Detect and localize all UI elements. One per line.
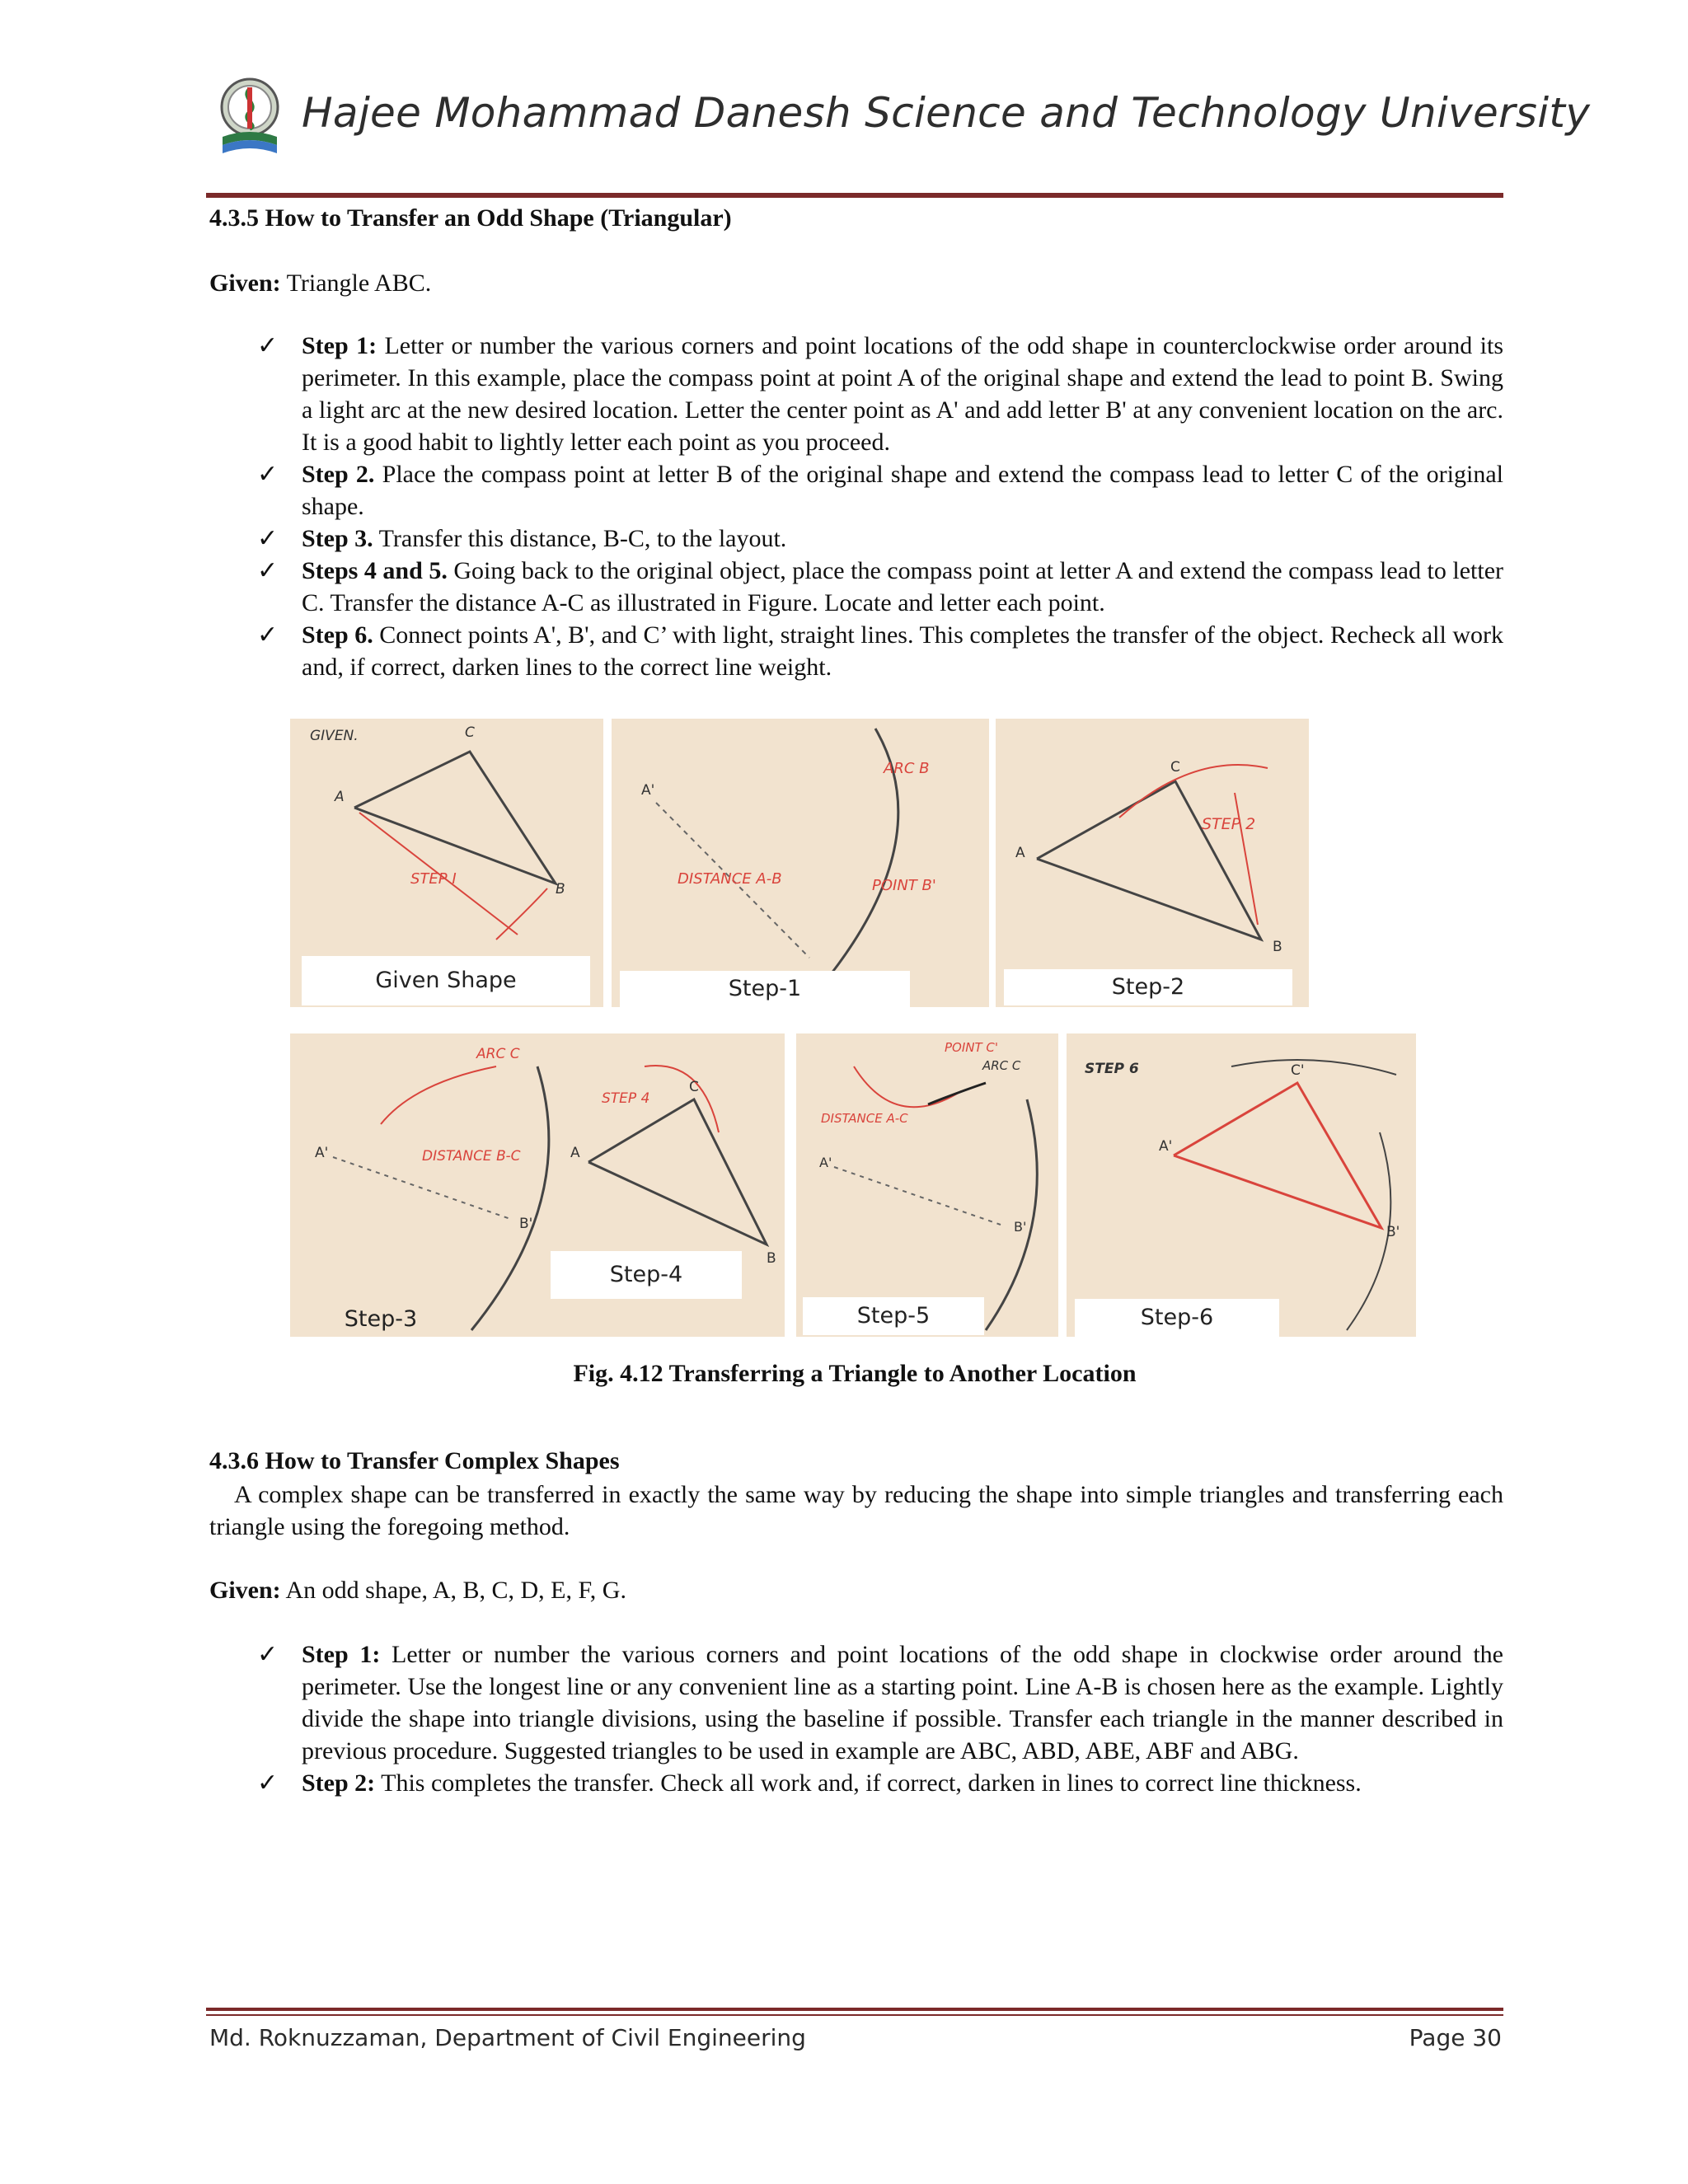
steps-list-4-3-6 — [257, 1638, 1503, 1799]
panel-label: C — [689, 1079, 699, 1095]
panel-label: B — [556, 881, 565, 898]
panel-label: POINT B' — [872, 877, 936, 894]
panel-label: ARC C — [982, 1058, 1021, 1073]
checkmark-icon: ✓ — [257, 556, 279, 585]
university-title: Hajee Mohammad Danesh Science and Technology University — [302, 89, 1591, 137]
panel-label: A' — [315, 1145, 329, 1161]
panel-label: DISTANCE B-C — [422, 1148, 521, 1165]
list-item: ✓ Steps 4 and 5. Going back to the original object, place the compass point at letter A and extend the compass lead to letter C. Transfer the distance A-C as illustrated in Figure. Locate and letter each point. — [257, 556, 1503, 616]
panel-label: A — [335, 789, 345, 805]
panel-label: B' — [1386, 1224, 1400, 1240]
figure-panel-step2 — [996, 719, 1309, 1007]
panel-label: C' — [1291, 1062, 1305, 1079]
checkmark-icon: ✓ — [257, 331, 279, 360]
panel-label: STEP 4 — [602, 1090, 650, 1107]
panel-label: STEP 2 — [1202, 815, 1256, 833]
footer-author: Md. Roknuzzaman, Department of Civil Engineering — [209, 2024, 806, 2051]
panel-label: A — [570, 1145, 580, 1161]
footer-rule-top — [206, 2008, 1503, 2011]
figure-panel-step6 — [1067, 1033, 1416, 1337]
checkmark-icon: ✓ — [257, 524, 279, 553]
checkmark-icon: ✓ — [257, 1640, 279, 1669]
step2-drawing — [996, 719, 1309, 1007]
panel-label: DISTANCE A-B — [678, 870, 782, 888]
panel-label: B — [1273, 939, 1282, 955]
checkmark-icon: ✓ — [257, 621, 279, 649]
panel-label: ARC B — [884, 760, 930, 777]
panel-label: POINT C' — [945, 1040, 999, 1055]
panel-caption: Step-4 — [551, 1251, 742, 1299]
panel-caption: Step-1 — [620, 971, 910, 1007]
steps-list-4-3-5 — [257, 330, 1503, 683]
university-logo — [216, 76, 284, 158]
panel-caption: Step-2 — [1004, 969, 1292, 1005]
panel-label: A' — [1159, 1138, 1173, 1155]
section-intro: A complex shape can be transferred in exactly the same way by reducing the shape into simple triangles and transferring each triangle using the foregoing method. — [209, 1481, 1503, 1540]
page-number: Page 30 — [1409, 2024, 1502, 2051]
panel-label: DISTANCE A-C — [821, 1111, 908, 1126]
panel-label: B' — [519, 1216, 533, 1232]
figure-panel-given — [290, 719, 603, 1007]
list-item: ✓ Step 3. Transfer this distance, B-C, to the layout. — [257, 524, 787, 553]
panel-label: B — [767, 1250, 776, 1267]
checkmark-icon: ✓ — [257, 1769, 279, 1797]
given-label: Given: — [209, 1577, 281, 1604]
checkmark-icon: ✓ — [257, 460, 279, 489]
panel-label: B' — [1014, 1219, 1027, 1235]
panel-label: ARC C — [476, 1046, 520, 1062]
figure-panel-step3-4 — [290, 1033, 785, 1337]
given-text: An odd shape, A, B, C, D, E, F, G. — [280, 1577, 626, 1604]
figure-caption: Fig. 4.12 Transferring a Triangle to Another Location — [573, 1360, 1137, 1387]
list-item: ✓ Step 2. Place the compass point at letter B of the original shape and extend the compass lead to letter C of the original shape. — [257, 460, 1503, 520]
panel-label: GIVEN. — [310, 728, 359, 744]
list-item: ✓ Step 1: Letter or number the various corners and point locations of the odd shape in counterclockwise order around its perimeter. In this example, place the compass point at point A of the original shape and extend the lead to point B. Swing a light arc at the new desired location. Letter the center point as A' and add letter B' at any convenient location on the arc. It is a good habit to lightly letter each point as you proceed. — [257, 331, 1503, 456]
panel-label: A' — [641, 782, 655, 799]
panel-caption: Step-3 — [344, 1306, 418, 1332]
step6-drawing — [1067, 1033, 1416, 1337]
footer-rule-bottom — [206, 2014, 1503, 2016]
step1-drawing — [612, 719, 989, 1007]
figure-panel-step5 — [796, 1033, 1058, 1337]
step5-drawing — [796, 1033, 1058, 1337]
given-line — [209, 267, 431, 299]
panel-label: A' — [819, 1155, 832, 1170]
given-line-2 — [209, 1574, 626, 1606]
given-label: Given: — [209, 269, 281, 297]
panel-label: C — [465, 724, 475, 741]
figure-panel-step1 — [612, 719, 989, 1007]
list-item: ✓ Step 6. Connect points A', B', and C’ with light, straight lines. This completes the transfer of the object. Recheck all work and, if correct, darken lines to the correct line weight. — [257, 621, 1503, 681]
panel-caption: Step-6 — [1075, 1299, 1279, 1337]
panel-label: STEP I — [410, 870, 457, 888]
panel-label: STEP 6 — [1085, 1061, 1139, 1077]
list-item: ✓ Step 1: Letter or number the various corners and point locations of the odd shape in clockwise order around the perimeter. Use the longest line or any convenient line as a starting point. Line A-B is chosen here as the example. Lightly divide the shape into triangle divisions, using the baseline if possible. Transfer each triangle in the manner described in previous procedure. Suggested triangles to be used in example are ABC, ABD, ABE, ABF and ABG. — [257, 1640, 1503, 1765]
section-heading-4-3-5: 4.3.5 How to Transfer an Odd Shape (Triangular) — [209, 204, 732, 232]
panel-label: C — [1170, 759, 1180, 776]
panel-caption: Given Shape — [302, 956, 590, 1005]
panel-label: A — [1015, 845, 1025, 861]
header-rule — [206, 193, 1503, 198]
section-heading-4-3-6: 4.3.6 How to Transfer Complex Shapes — [209, 1447, 620, 1474]
given-text: Triangle ABC. — [280, 269, 432, 297]
list-item: ✓ Step 2: This completes the transfer. Check all work and, if correct, darken in lines to correct line thickness. — [257, 1769, 1362, 1797]
panel-caption: Step-5 — [803, 1297, 984, 1335]
